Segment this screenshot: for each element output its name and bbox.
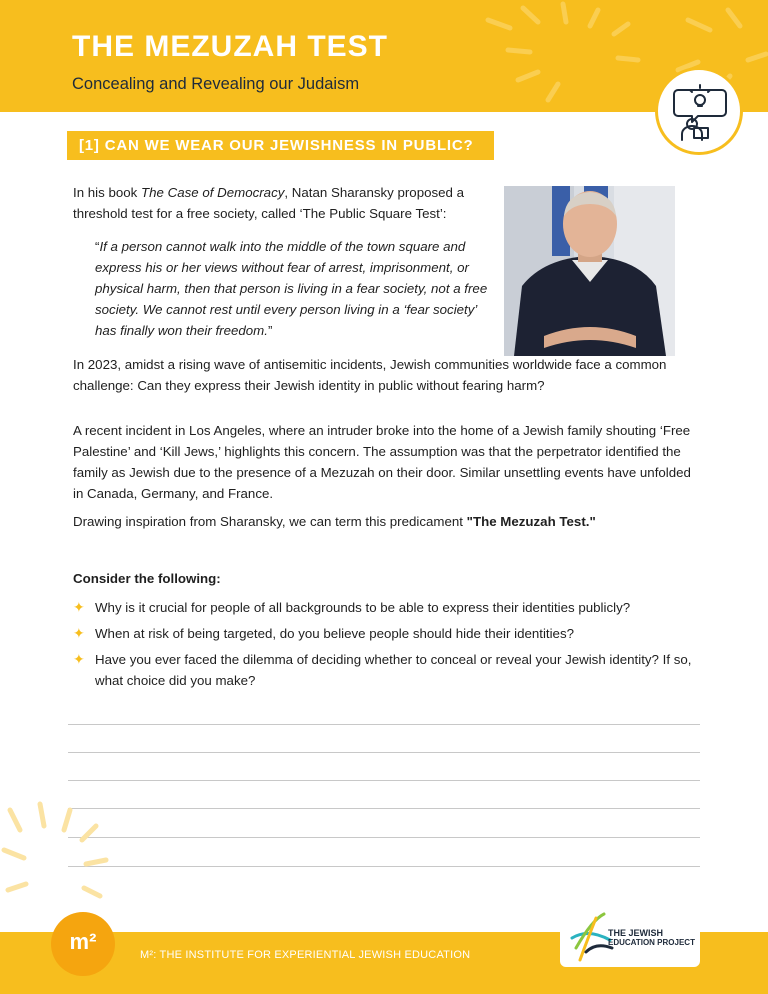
paragraph-mezuzah-text: Drawing inspiration from Sharansky, we can term this predicament	[73, 514, 467, 529]
list-item	[73, 597, 713, 618]
jewish-education-project-logo	[560, 905, 700, 967]
sharansky-quote	[95, 236, 490, 341]
section-heading: [1] CAN WE WEAR OUR JEWISHNESS IN PUBLIC?	[67, 131, 494, 160]
answer-line[interactable]	[68, 780, 700, 781]
answer-line[interactable]	[68, 866, 700, 867]
mezuzah-test-term: "The Mezuzah Test."	[466, 514, 596, 529]
idea-person-badge	[655, 67, 743, 155]
star-icon: ✦	[73, 599, 85, 615]
intro-text-end: , Natan Sharansky proposed a threshold test for a free society, called ‘The Public Square Test’:	[73, 185, 465, 221]
paragraph-incident: A recent incident in Los Angeles, where an intruder broke into the home of a Jewish family shouting ‘Free Palestine’ and ‘Kill Jews,’ highlights this concern. The assumption was that the perpetrator identified the family as Jewish due to the presence of a Mezuzah on their door. Similar unsettling events have unfolded in Canada, Germany, and France.	[73, 423, 691, 501]
book-title: The Case of Democracy	[141, 185, 285, 200]
jep-logo-text	[608, 929, 695, 947]
list-item	[73, 623, 713, 644]
answer-line[interactable]	[68, 724, 700, 725]
quote-open-mark: “	[95, 239, 100, 254]
footer-organization: M²: THE INSTITUTE FOR EXPERIENTIAL JEWISH EDUCATION	[140, 949, 471, 961]
answer-line[interactable]	[68, 808, 700, 809]
intro-paragraph	[73, 182, 493, 224]
header-banner	[0, 0, 768, 112]
list-item	[73, 649, 713, 691]
page-subtitle: Concealing and Revealing our Judaism	[72, 75, 360, 93]
sharansky-portrait-photo	[504, 186, 675, 356]
answer-line[interactable]	[68, 837, 700, 838]
star-icon: ✦	[73, 651, 85, 667]
list-item-text: Why is it crucial for people of all backgrounds to be able to express their identities publicly?	[95, 600, 631, 615]
jep-logo-line1: THE JEWISH	[608, 928, 664, 938]
page-title: THE MEZUZAH TEST	[72, 30, 388, 63]
m2-logo	[51, 912, 115, 976]
quote-text: If a person cannot walk into the middle of the town square and express his or her views without fear of arrest, imprisonment, or physical harm, then that person is living in a fear society, not a free society. We cannot rest until every person living in a ‘fear society’ has finally won their freedom.	[95, 239, 488, 338]
consider-list	[73, 597, 713, 696]
quote-close-mark: ”	[267, 323, 273, 338]
consider-heading: Consider the following:	[73, 571, 221, 586]
star-icon: ✦	[73, 625, 85, 641]
list-item-text: Have you ever faced the dilemma of deciding whether to conceal or reveal your Jewish identity? If so, what choice did you make?	[95, 652, 692, 688]
m2-logo-text: m²	[69, 929, 97, 954]
paragraph-2023: In 2023, amidst a rising wave of antisemitic incidents, Jewish communities worldwide face a common challenge: Can they express their Jewish identity in public without fearing harm?	[73, 357, 667, 393]
answer-line[interactable]	[68, 752, 700, 753]
paragraph-mezuzah-test	[73, 511, 703, 532]
idea-person-icon	[672, 82, 728, 142]
jep-logo-line2: EDUCATION PROJECT	[608, 938, 695, 947]
list-item-text: When at risk of being targeted, do you believe people should hide their identities?	[95, 626, 574, 641]
intro-text-start: In his book	[73, 185, 142, 200]
